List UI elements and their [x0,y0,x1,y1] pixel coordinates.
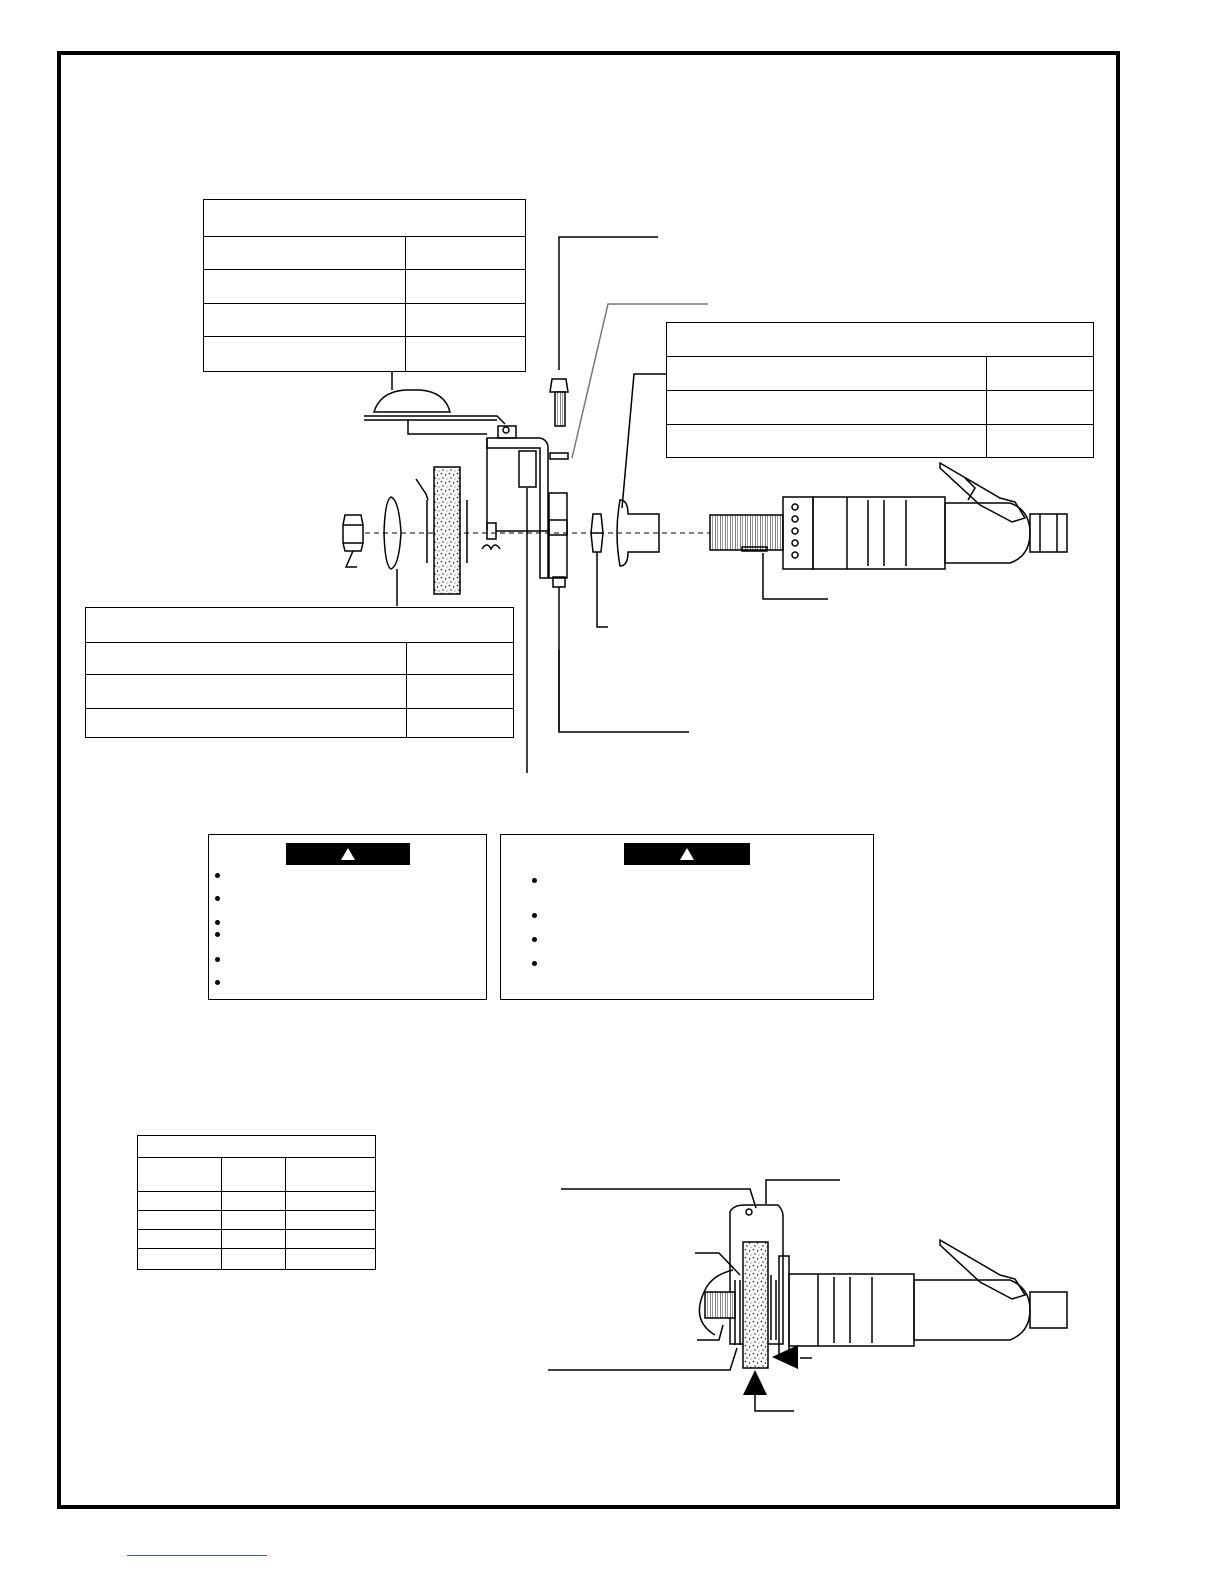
assembled-motor [789,1274,914,1346]
leader-wheel-side [695,1253,740,1275]
assembled-handle [914,1280,1030,1340]
wheel-guard [374,390,450,412]
adjust-screw [487,523,496,539]
clearance-arrow-side [772,1345,798,1369]
leader-spacer [597,552,608,627]
assembled-view [548,1180,1067,1411]
assembled-mount-plate [779,1256,789,1354]
leader-wheel-blotter [416,479,428,500]
grinder-handle [945,503,1030,563]
lock-washer [550,453,568,459]
leader-guard-top [766,1180,840,1204]
bracket-block [519,451,536,487]
throttle-lever [940,463,1025,522]
grinding-wheel [434,467,460,594]
leader-arrow-bottom [755,1395,794,1411]
grinder-motor-housing [813,497,945,569]
clearance-arrow-bottom [743,1370,767,1395]
guard-bracket-arm [408,420,487,434]
assembled-throttle-lever [940,1240,1025,1299]
leader-flange [622,374,666,508]
guard-bracket [487,438,548,578]
cap-screw [550,379,568,392]
leader-flange-low [697,1325,723,1340]
hex-nut [343,515,363,551]
leader-spindle-key [763,553,828,599]
leader-hex-nut [346,551,357,567]
leader-bracket-top [561,1189,756,1208]
footer-link[interactable] [127,1555,267,1556]
assembled-wheel [743,1242,768,1368]
wing-nut [482,545,500,549]
air-inlet [1030,514,1067,552]
leader-lock-washer [572,304,708,458]
leader-wheel-bottom [548,1348,737,1370]
grinder-spindle [710,515,783,550]
leader-lower-bolt [559,650,689,732]
